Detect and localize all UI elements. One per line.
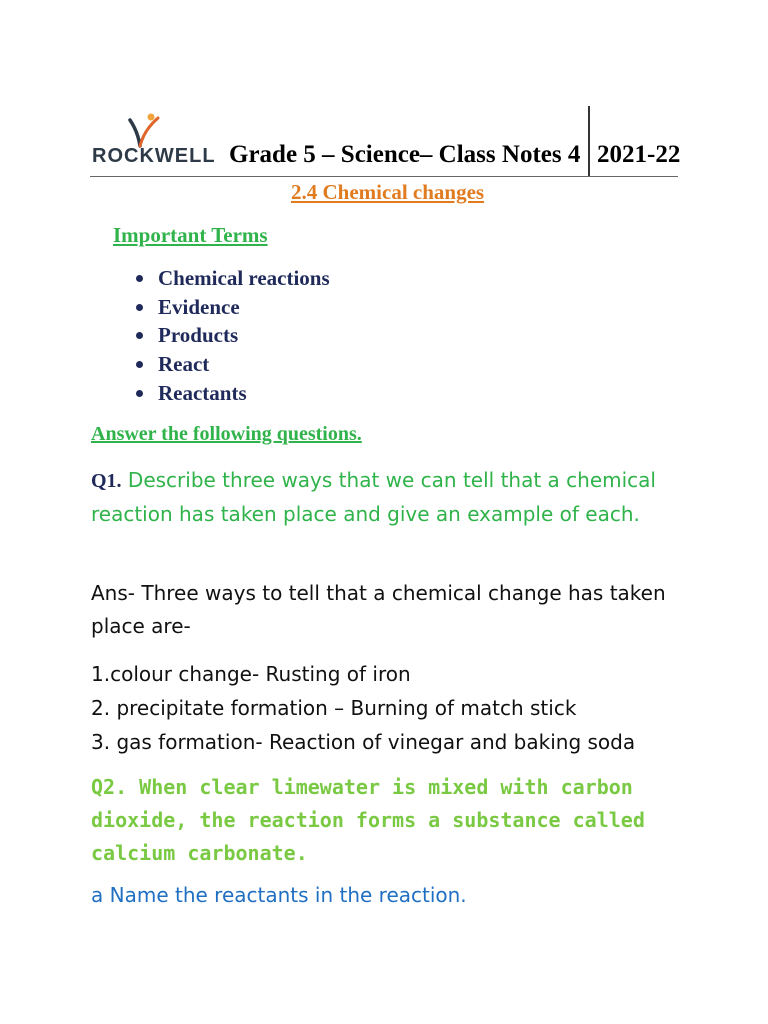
bullet-icon [136,304,143,311]
document-title: Grade 5 – Science– Class Notes 4 [229,141,581,168]
term-label: Products [158,323,239,348]
answer-points [91,657,635,759]
header-divider-horizontal [90,176,678,177]
bullet-icon [136,332,143,339]
bullet-icon [136,361,143,368]
answer-point: 2. precipitate formation – Burning of match stick [91,696,577,720]
header-divider-vertical [588,106,590,176]
section-title: 2.4 Chemical changes [291,180,485,204]
term-item [130,379,330,408]
question-2: Q2. When clear limewater is mixed with carbon dioxide, the reaction forms a substance called calcium carbonate. [91,775,645,865]
bullet-icon [136,275,143,282]
answer-intro: Ans- Three ways to tell that a chemical change has taken place are- [91,581,666,638]
terms-heading: Important Terms [113,223,268,247]
term-item [130,264,330,293]
logo-figure-icon [124,112,164,148]
question-1-text: Describe three ways that we can tell that a chemical reaction has taken place and give an example of each. [91,468,656,526]
logo-text: ROCKWELL [92,145,216,167]
terms-list [130,264,330,407]
term-label: Evidence [158,294,240,319]
term-item [130,321,330,350]
term-label: Chemical reactions [158,266,330,290]
bullet-icon [136,390,143,397]
term-item [130,350,330,379]
answer-point: 1.colour change- Rusting of iron [91,662,411,686]
academic-year: 2021-22 [597,141,681,168]
question-1-label: Q1. [91,470,122,492]
answer-point: 3. gas formation- Reaction of vinegar and baking soda [91,730,636,754]
rockwell-logo [92,112,216,167]
instructions-heading: Answer the following questions. [91,423,362,445]
question-2-part-a: a Name the reactants in the reaction. [91,883,467,907]
term-label: Reactants [158,380,247,405]
question-1 [91,464,691,531]
term-label: React [158,352,210,377]
term-item [130,293,330,322]
